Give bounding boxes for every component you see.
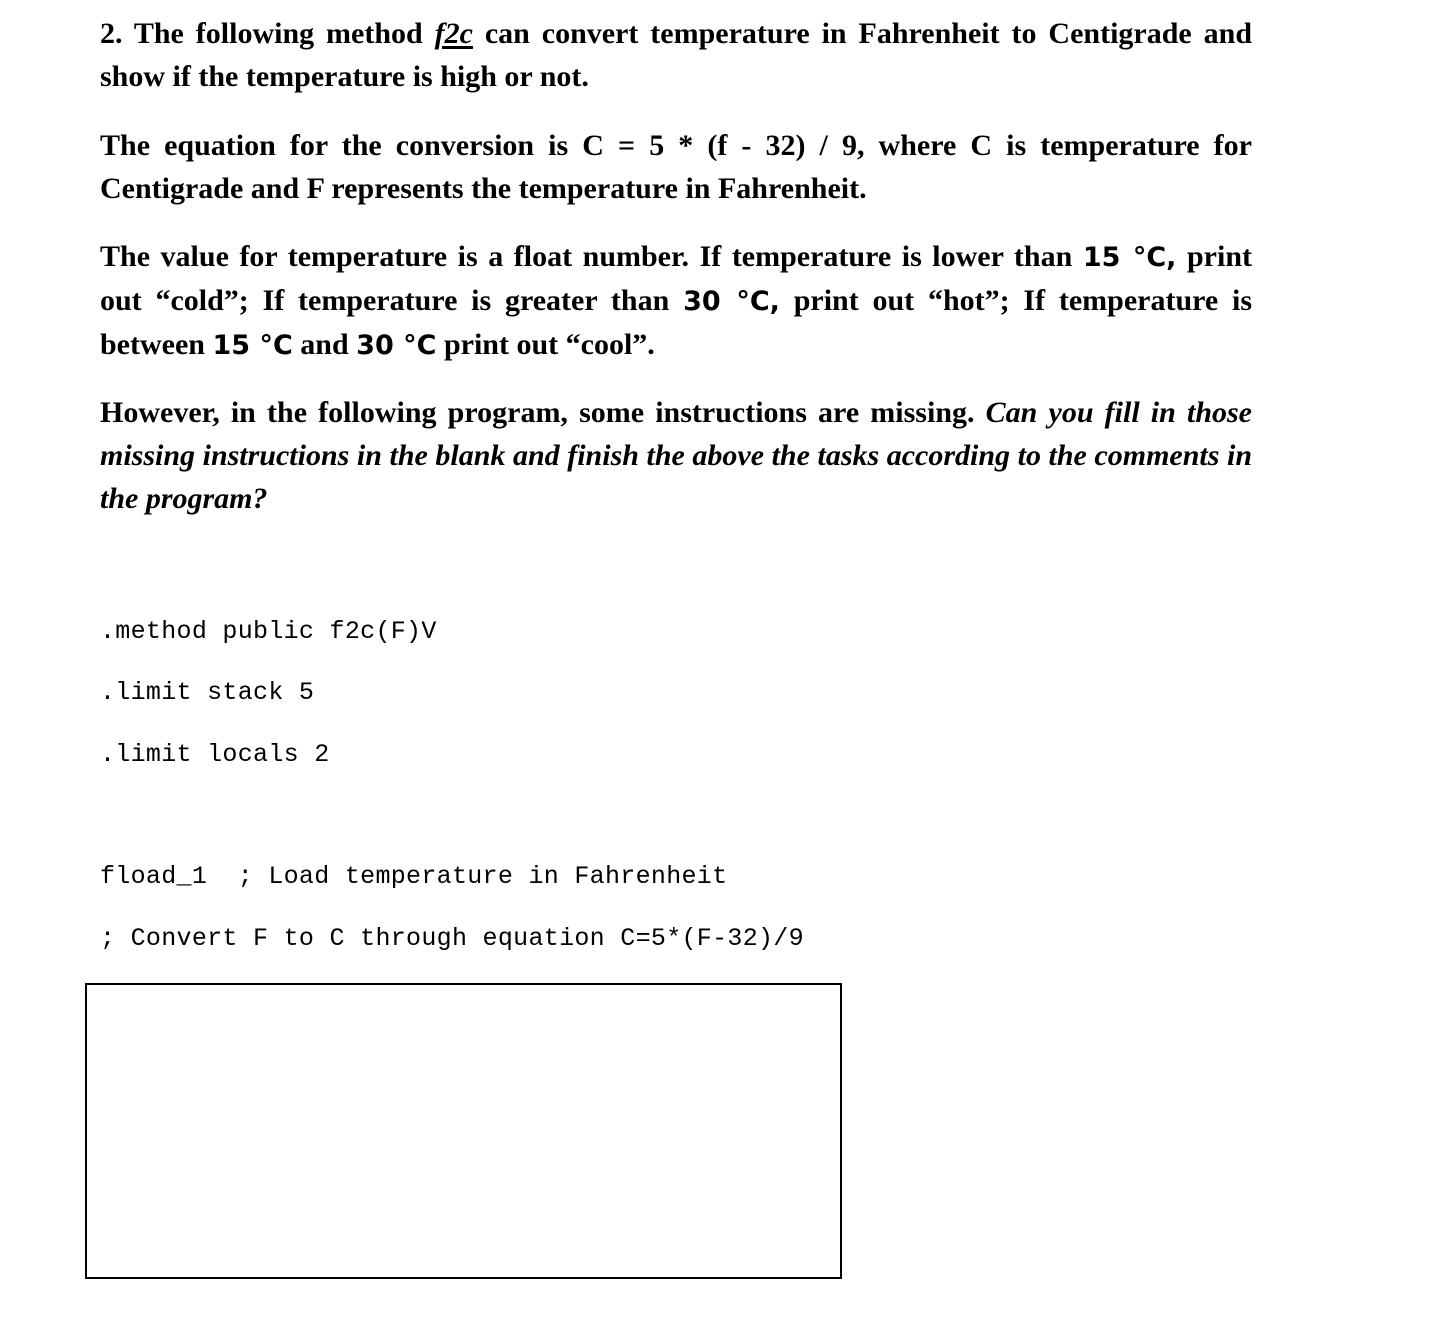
code-line-method: .method public f2c(F)V	[100, 617, 437, 646]
answer-input-box[interactable]	[85, 983, 842, 1279]
question-intro-prefix: 2. The following method	[100, 17, 435, 50]
rules-text-3: print out “hot”; If temperature is between	[100, 284, 1253, 361]
instructions-italic: Can you fill in those missing instructions in the blank and finish the above the tasks according to the comments in the program?	[100, 396, 1252, 515]
question-intro	[100, 12, 1252, 98]
instructions-plain: However, in the following program, some instructions are missing.	[100, 396, 986, 429]
question-intro-suffix: can convert temperature in Fahrenheit to Centigrade and show if the temperature is high or not.	[100, 17, 1252, 93]
code-line-fload: fload_1 ; Load temperature in Fahrenheit	[100, 862, 728, 891]
rules-text-1: The value for temperature is a float number. If temperature is lower than	[100, 240, 1083, 273]
code-line-convert-comment: ; Convert F to C through equation C=5*(F-32)/9	[100, 924, 804, 953]
rules-text-4: and	[292, 328, 357, 361]
conversion-equation-paragraph: The equation for the conversion is C = 5 * (f - 32) / 9, where C is temperature for Centigrade and F represents the temperature in Fahrenheit.	[100, 129, 1252, 205]
rules-text-2: print out “cold”; If temperature is greater than	[100, 240, 1252, 317]
code-line-limit-stack: .limit stack 5	[100, 678, 315, 707]
threshold-30-b: 30 °C	[356, 330, 437, 361]
temperature-rules-paragraph	[100, 235, 1252, 367]
threshold-30-a: 30 °C,	[683, 286, 780, 317]
method-name: f2c	[434, 17, 473, 50]
threshold-15-a: 15 °C,	[1082, 242, 1177, 273]
instructions-paragraph	[100, 391, 1252, 520]
code-line-limit-locals: .limit locals 2	[100, 740, 330, 769]
threshold-15-b: 15 °C	[212, 330, 293, 361]
rules-text-5: print out “cool”.	[436, 328, 655, 361]
